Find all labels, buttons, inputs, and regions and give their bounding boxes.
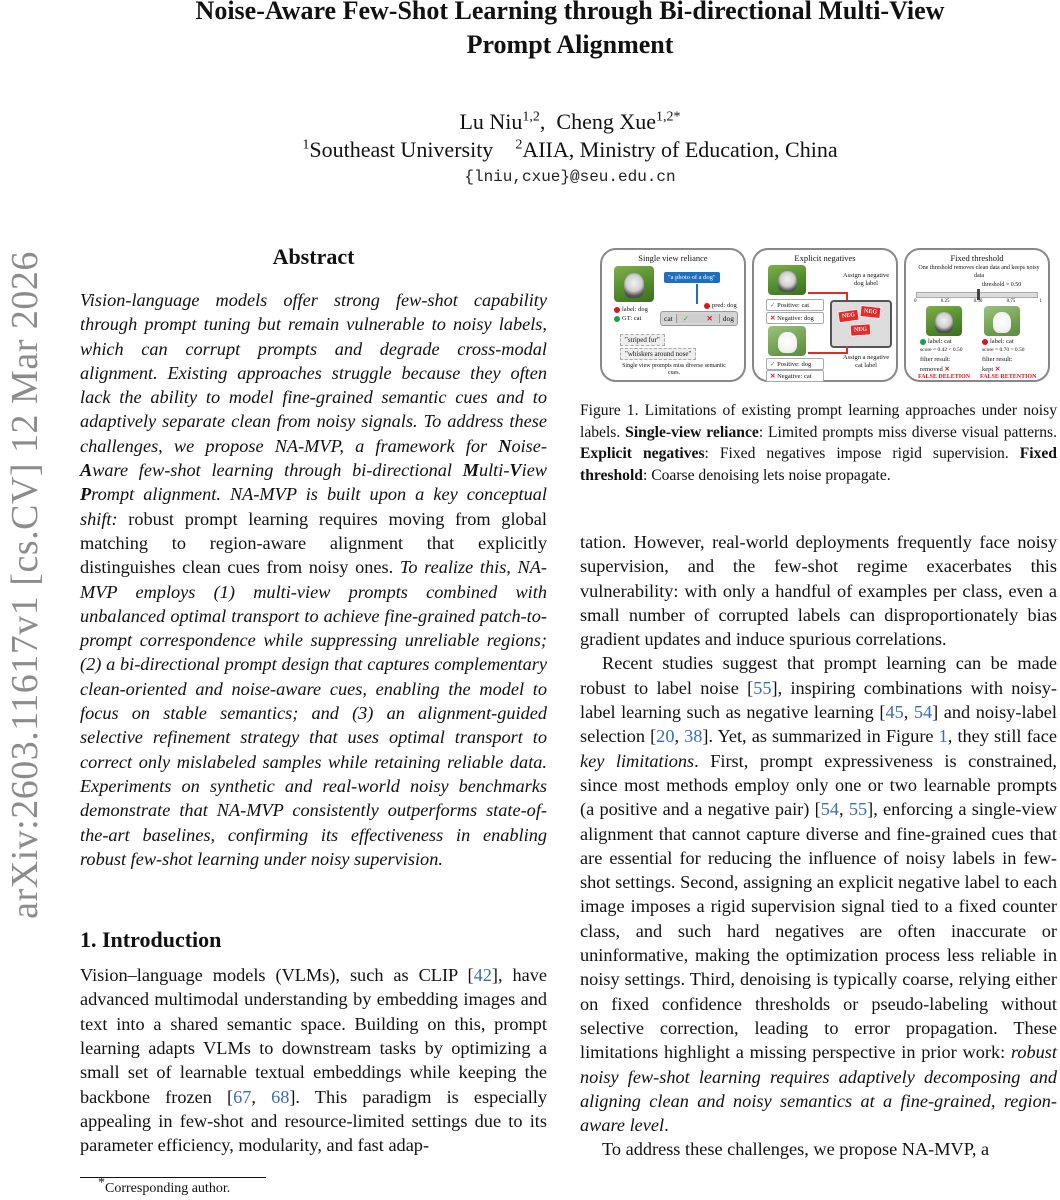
cross-icon: ✕ — [706, 314, 713, 323]
abstract-heading: Abstract — [272, 244, 355, 269]
author-list: Lu Niu$^{1,2}$, Cheng Xue$^{1,2*}$ — [459, 109, 681, 134]
author-name: Cheng Xue — [556, 109, 657, 134]
citation-link[interactable]: 45 — [885, 702, 904, 723]
cross-icon: ✕ — [944, 366, 950, 373]
cross-icon: ✕ — [770, 315, 776, 322]
citation-link[interactable]: 55 — [753, 677, 772, 698]
section-heading-introduction: 1. Introduction — [80, 927, 222, 953]
figure-reference-link[interactable]: 1 — [938, 726, 948, 747]
dog-photo — [984, 306, 1020, 336]
red-dot-icon — [704, 303, 710, 309]
paper-title: Noise-Aware Few-Shot Learning through Bi-directional Multi-View Prompt Alignment — [195, 0, 945, 59]
laptop-icon: NEG NEG NEG — [830, 300, 892, 348]
red-arrow-icon — [808, 346, 848, 354]
cross-icon: ✕ — [994, 366, 1001, 373]
intro-paragraph: Vision–language models (VLMs), such as CLIP [42], have advanced multimodal understanding by embedding images and text into a shared semantic space. Building on this, prompt learning adapts VLMs to downstream tasks by optimizing a small set of learnable textual embeddings while keeping the backbone frozen [67, 68]. This paradigm is especially appealing in few-shot and resource-limited settings due to its parameter efficiency, modularity, and fast adap- — [80, 965, 547, 1156]
false-retention-label: FALSE RETENTION — [980, 374, 1037, 380]
citation-link[interactable]: 68 — [271, 1086, 290, 1107]
citation-link[interactable]: 38 — [684, 726, 703, 747]
green-dot-icon — [614, 316, 620, 322]
panel-fixed-threshold: Fixed threshold One threshold removes clean data and keeps noisy data threshold = 0.50 0 0.25 0.50 0.75 1 label: cat label: cat score = 0.42 < 0.50 score = 0.70 > 0.50 filter result: filter result: removed ✕ kept ✕ FALSE DELETION FALSE RETENTION — [904, 248, 1050, 382]
figure-1 — [600, 248, 1057, 386]
citation-link[interactable]: 67 — [233, 1086, 252, 1107]
author-name: Lu Niu — [459, 109, 523, 134]
check-icon: ✓ — [770, 302, 776, 309]
check-icon: ✓ — [770, 361, 776, 368]
prompt-box: "a photo of a dog" — [664, 272, 720, 283]
arrow-down-icon — [696, 284, 698, 304]
citation-link[interactable]: 54 — [913, 702, 933, 723]
cat-photo — [926, 306, 962, 336]
threshold-slider — [916, 292, 1038, 298]
footnote-divider — [80, 1177, 266, 1178]
footnote: *Corresponding author. — [98, 1175, 231, 1196]
left-column — [80, 240, 547, 1158]
body-paragraph: To address these challenges, we propose NA-MVP, a — [602, 1139, 990, 1160]
citation-link[interactable]: 54 — [820, 799, 839, 820]
citation-link[interactable]: 55 — [848, 799, 868, 820]
green-dot-icon — [920, 339, 926, 345]
citation-link[interactable]: 20 — [656, 726, 675, 747]
body-paragraph: Recent studies suggest that prompt learning can be made robust to label noise [55], inspiring combinations with noisy-label learning such as negative learning [45, 54] and noisy-label selection [20, 38]. Yet, as summarized in Figure 1, they still face key limitations. First, prompt expressiveness is constrained, since most methods employ only one or two learnable prompts (a positive and a negative pair) [54, 55], enforcing a single-view alignment that cannot capture diverse and fine-grained cues that are essential for reducing the influence of noisy labels in few-shot settings. Second, assigning an explicit negative label to each image imposes a rigid supervision signal tied to a fixed counter class, and such hard negatives are often inaccurate or uninformative, making the optimization process less reliable in noisy settings. Third, denoising is typically coarse, relying either on fixed confidence thresholds or pseudo-labeling without selective correction, leading to error propagation. These limitations highlight a missing perspective in prior work: robust noisy few-shot learning requires adaptively decomposing and aligning clean and noisy semantics at a fine-grained, region-aware level. — [580, 653, 1058, 1136]
check-icon: ✓ — [682, 314, 690, 323]
abstract-text: Vision-language models offer strong few-shot capability through prompt tuning but remain vulnerable to noisy labels, which can corrupt prompts and degrade cross-modal alignment. Existing approaches struggle because they often lack the ability to model fine-grained semantic cues and to adaptively separate clean from noisy signals. To address these challenges, we propose NA-MVP, a framework for Noise-Aware few-shot learning through bi-directional Multi-View Prompt alignment. NA-MVP is built upon a key conceptual shift: robust prompt learning requires moving from global matching to region-aware alignment that explicitly distinguishes clean cues from noisy ones. To realize this, NA-MVP employs (1) multi-view prompts combined with unbalanced optimal transport to achieve fine-grained patch-to-prompt correspondence while suppressing unreliable regions; (2) a bi-directional prompt design that captures complementary clean-oriented and noise-aware cues, enabling the model to focus on stable semantics; and (3) an alignment-guided selective refinement strategy that uses optimal transport to correct only mislabeled samples while retaining reliable data. Experiments on synthetic and real-world noisy benchmarks demonstrate that NA-MVP consistently outperforms state-of-the-art baselines, confirming its effectiveness in enabling robust few-shot learning under noisy supervision. — [80, 290, 548, 869]
panel-explicit-negatives: Explicit negatives Assign a negative dog label ✓ Positive: cat ✕ Negative: dog NEG NEG NEG Assign a negative cat label ✓ Positive: dog ✕ Negative: cat — [752, 248, 898, 382]
citation-link[interactable]: 42 — [473, 965, 492, 986]
cross-icon: ✕ — [770, 373, 776, 380]
false-deletion-label: FALSE DELETION — [918, 374, 971, 380]
body-paragraph: tation. However, real-world deployments frequently face noisy supervision, and the few-shot regime exacerbates this vulnerability: with only a handful of examples per class, even a small number of corrupted labels can disproportionately bias gradient updates and induce spurious correlations. — [580, 532, 1057, 650]
red-dot-icon — [614, 307, 620, 313]
author-emails[interactable]: {lniu,cxue}@seu.edu.cn — [464, 168, 676, 186]
right-column — [580, 248, 1057, 1162]
dog-photo — [768, 326, 806, 356]
cat-photo — [768, 265, 806, 295]
red-arrow-icon — [808, 292, 848, 300]
red-dot-icon — [982, 339, 988, 345]
cat-photo — [614, 266, 654, 302]
class-bar: cat ✓ ✕ dog — [660, 311, 738, 326]
affiliations: $^1$Southeast University $^2$AIIA, Ministry of Education, China — [302, 137, 838, 162]
arxiv-identifier-stamp: arXiv:2603.11617v1 [cs.CV] 12 Mar 2026 — [4, 251, 47, 919]
figure-caption: Figure 1. Limitations of existing prompt learning approaches under noisy labels. Single-view reliance: Limited prompts miss diverse visual patterns. Explicit negatives: Fixed negatives impose rigid supervision. Fixed threshold: Coarse denoising lets noise propagate. — [580, 402, 1058, 484]
panel-single-view-reliance: Single view reliance "a photo of a dog" label: dog GT: cat pred: dog cat ✓ ✕ dog "striped fur" "whiskers around nose" Single view prompts miss diverse semantic cues. — [600, 248, 746, 382]
